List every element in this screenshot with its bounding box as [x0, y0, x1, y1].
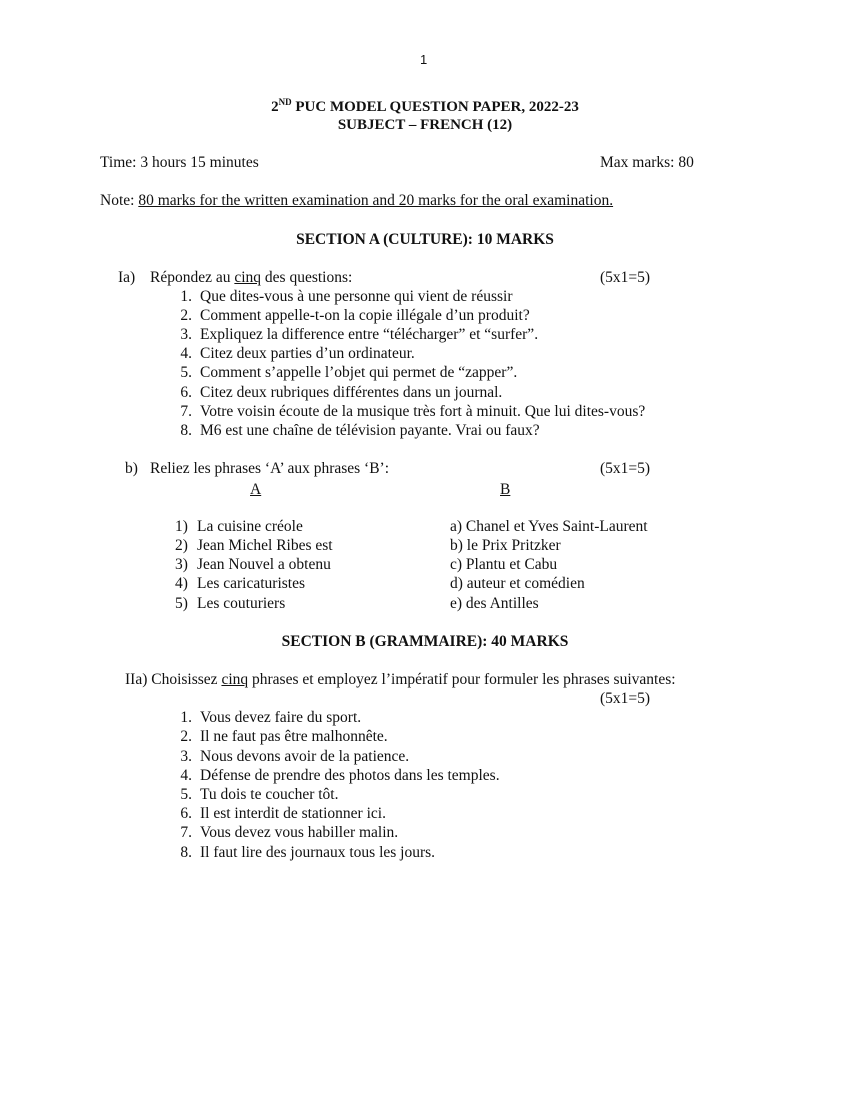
item-number: 2.	[180, 307, 192, 324]
list-item: a) Chanel et Yves Saint-Laurent	[450, 518, 648, 535]
item-text: Citez deux rubriques différentes dans un journal.	[200, 384, 503, 401]
column-b-heading: B	[500, 481, 511, 498]
list-item	[168, 824, 398, 842]
iia-label: IIa)	[125, 671, 148, 688]
item-text: Vous devez vous habiller malin.	[200, 824, 399, 841]
list-item	[168, 709, 361, 727]
item-text: Les couturiers	[197, 595, 286, 612]
title-rest: PUC MODEL QUESTION PAPER, 2022-23	[291, 99, 579, 115]
item-text: Vous devez faire du sport.	[200, 709, 362, 726]
item-text: Jean Michel Ribes est	[197, 537, 333, 554]
list-item	[175, 518, 303, 536]
column-a-heading: A	[250, 481, 262, 498]
question-ib-label: b)	[125, 460, 138, 477]
list-item	[168, 805, 386, 823]
item-text: Votre voisin écoute de la musique très fort à minuit. Que lui dites-vous?	[200, 403, 646, 420]
item-text: M6 est une chaîne de télévision payante. Vrai ou faux?	[200, 422, 540, 439]
list-item	[168, 786, 339, 804]
item-number: 5.	[180, 364, 192, 381]
page-number: 1	[420, 52, 428, 67]
item-text: La cuisine créole	[197, 518, 303, 535]
item-number: 1.	[180, 709, 192, 726]
paper-title	[0, 97, 850, 116]
exam-note	[100, 192, 613, 210]
list-item: d) auteur et comédien	[450, 575, 585, 592]
item-number: 2.	[180, 728, 192, 745]
question-iia-prompt	[125, 671, 676, 689]
item-number: 3)	[175, 556, 188, 573]
title-year-prefix: 2	[271, 99, 279, 115]
note-text: 80 marks for the written examination and 20 marks for the oral examination.	[138, 192, 614, 209]
question-ia-marks: (5x1=5)	[600, 269, 651, 286]
item-text: Comment s’appelle l’objet qui permet de “zapper”.	[200, 364, 518, 381]
list-item	[175, 595, 285, 613]
list-item	[168, 844, 435, 862]
question-ib-marks: (5x1=5)	[600, 460, 651, 477]
item-number: 4.	[180, 345, 192, 362]
item-number: 6.	[180, 384, 192, 401]
iia-prompt-after: phrases et employez l’impératif pour formuler les phrases suivantes:	[248, 671, 676, 688]
title-superscript: ND	[278, 97, 292, 107]
question-ib-prompt: Reliez les phrases ‘A’ aux phrases ‘B’:	[150, 460, 390, 477]
item-text: Nous devons avoir de la patience.	[200, 748, 410, 765]
ia-prompt-underlined: cinq	[234, 269, 262, 286]
item-text: Citez deux parties d’un ordinateur.	[200, 345, 415, 362]
item-number: 4)	[175, 575, 188, 592]
question-ia-prompt	[150, 269, 352, 287]
list-item	[168, 748, 409, 766]
list-item	[168, 422, 540, 440]
item-text: Expliquez la difference entre “télécharger” et “surfer”.	[200, 326, 539, 343]
list-item	[168, 364, 517, 382]
question-iia-marks: (5x1=5)	[600, 690, 651, 707]
list-item	[168, 288, 513, 306]
item-text: Jean Nouvel a obtenu	[197, 556, 331, 573]
list-item	[168, 384, 502, 402]
item-text: Que dites-vous à une personne qui vient de réussir	[200, 288, 513, 305]
item-number: 7.	[180, 824, 192, 841]
item-text: Comment appelle-t-on la copie illégale d’un produit?	[200, 307, 530, 324]
list-item	[168, 728, 388, 746]
item-number: 1.	[180, 288, 192, 305]
list-item: b) le Prix Pritzker	[450, 537, 561, 554]
item-number: 8.	[180, 422, 192, 439]
item-number: 4.	[180, 767, 192, 784]
list-item	[168, 326, 538, 344]
item-number: 1)	[175, 518, 188, 535]
item-text: Défense de prendre des photos dans les temples.	[200, 767, 500, 784]
max-marks: Max marks: 80	[600, 154, 694, 171]
item-number: 5.	[180, 786, 192, 803]
iia-prompt-before: Choisissez	[147, 671, 222, 688]
item-number: 5)	[175, 595, 188, 612]
item-number: 3.	[180, 326, 192, 343]
list-item	[168, 307, 530, 325]
list-item	[168, 403, 645, 421]
item-number: 8.	[180, 844, 192, 861]
item-number: 7.	[180, 403, 192, 420]
list-item	[175, 537, 333, 555]
list-item: e) des Antilles	[450, 595, 539, 612]
list-item: c) Plantu et Cabu	[450, 556, 558, 573]
item-text: Les caricaturistes	[197, 575, 306, 592]
item-text: Il faut lire des journaux tous les jours.	[200, 844, 436, 861]
item-number: 6.	[180, 805, 192, 822]
list-item	[168, 345, 415, 363]
item-text: Il ne faut pas être malhonnête.	[200, 728, 388, 745]
iia-prompt-underlined: cinq	[221, 671, 249, 688]
ia-prompt-before: Répondez au	[150, 269, 235, 286]
item-number: 2)	[175, 537, 188, 554]
list-item	[175, 575, 305, 593]
item-text: Tu dois te coucher tôt.	[200, 786, 339, 803]
item-number: 3.	[180, 748, 192, 765]
list-item	[175, 556, 331, 574]
section-a-title: SECTION A (CULTURE): 10 MARKS	[296, 231, 554, 248]
item-text: Il est interdit de stationner ici.	[200, 805, 386, 822]
list-item	[168, 767, 500, 785]
section-b-title: SECTION B (GRAMMAIRE): 40 MARKS	[281, 633, 569, 650]
ia-prompt-after: des questions:	[261, 269, 353, 286]
question-ia-label: Ia)	[118, 269, 136, 286]
time-allowed: Time: 3 hours 15 minutes	[100, 154, 259, 171]
paper-subject: SUBJECT – FRENCH (12)	[337, 117, 513, 133]
note-label: Note:	[100, 192, 139, 209]
